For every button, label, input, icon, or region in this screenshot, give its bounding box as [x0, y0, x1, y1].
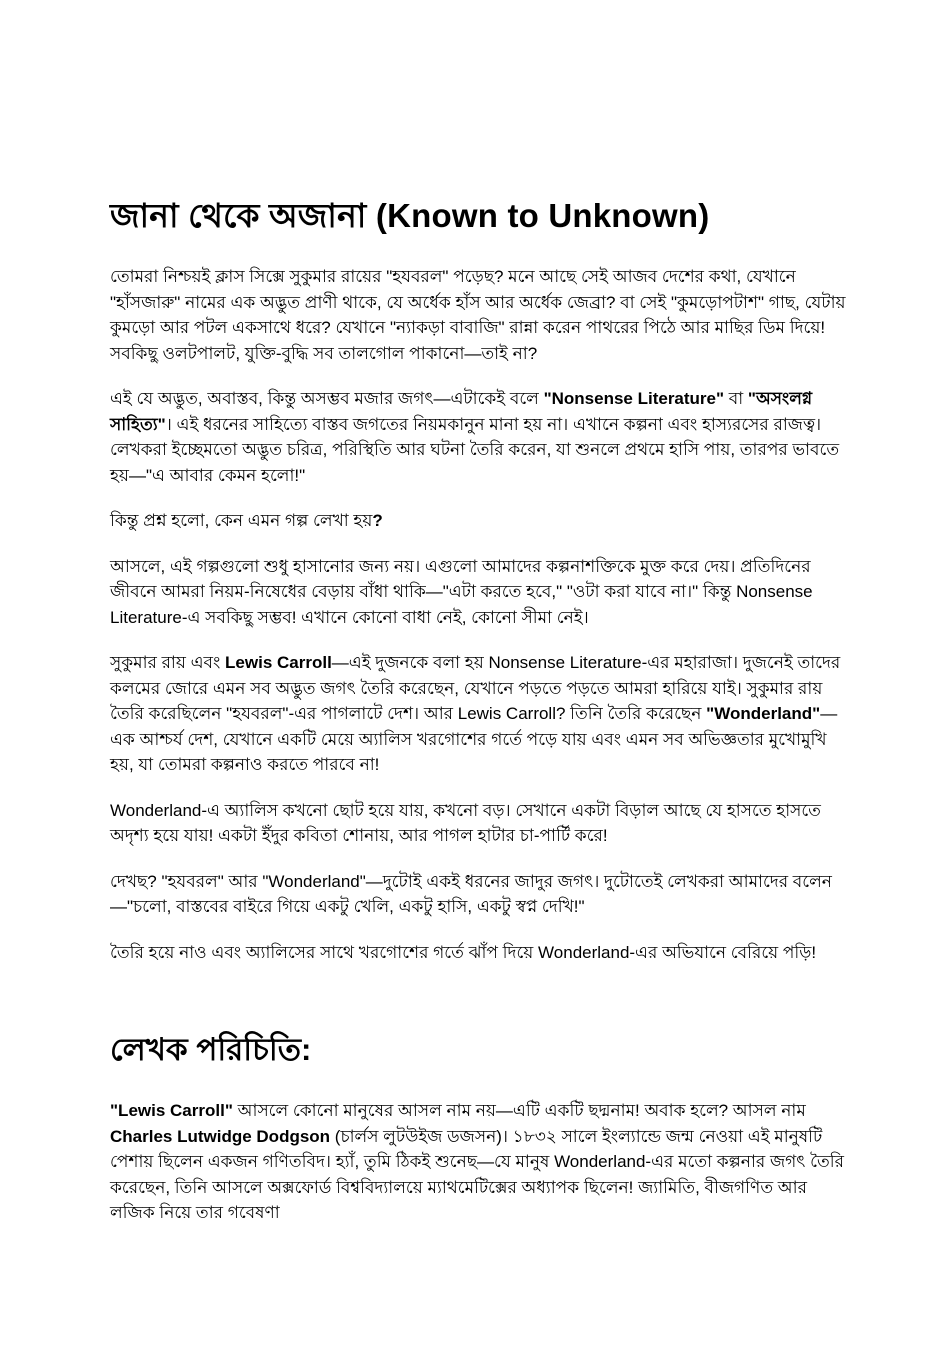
text-run: এই যে অদ্ভুত, অবাস্তব, কিন্তু অসম্ভব মজার জগৎ—এটাকেই বলে — [110, 389, 544, 409]
author-section-heading: লেখক পরিচিতি: — [110, 1032, 312, 1068]
bold-text-run: "অসংলগ্ন সাহিত্য" — [110, 389, 813, 434]
paragraph — [110, 386, 846, 488]
text-run: সুকুমার রায় এবং — [110, 653, 226, 673]
text-run: কিন্তু প্রশ্ন হলো, কেন এমন গল্প লেখা হয় — [110, 511, 373, 531]
text-run: দেখছ? "হযবরল" আর "Wonderland"—দুটোই একই ধরনের জাদুর জগৎ। দুটোতেই লেখকরা আমাদের বলেন—"চলো, বাস্তবের বাইরে গিয়ে একটু খেলি, একটু হাসি, একটু স্বপ্ন দেখি!" — [110, 871, 832, 917]
bold-text-run: "Lewis Carroll" — [110, 1101, 233, 1121]
bold-text-run: ? — [372, 511, 383, 531]
text-run: —এই দুজনকে বলা হয় Nonsense Literature-এর মহারাজা। দুজনেই তাদের কলমের জোরে এমন সব অদ্ভুত জগৎ তৈরি করেছেন, যেখানে পড়তে পড়তে আমরা হারিয়ে যাই। সুকুমার রায় তৈরি করেছিলেন "হযবরল"-এর পাগলাটে দেশ। আর Lewis Carroll? তিনি তৈরি করেছেন — [110, 653, 841, 724]
bold-text-run: Charles Lutwidge Dodgson — [110, 1126, 331, 1146]
document-title: জানা থেকে অজানা (Known to Unknown) — [110, 197, 710, 234]
text-run: তৈরি হয়ে নাও এবং অ্যালিসের সাথে খরগোশের গর্তে ঝাঁপ দিয়ে Wonderland-এর অভিযানে বেরিয়ে পড়ি! — [110, 942, 817, 962]
paragraph — [110, 940, 846, 966]
paragraph — [110, 1098, 846, 1226]
bold-text-run: Lewis Carroll — [225, 653, 332, 673]
paragraph — [110, 264, 846, 366]
text-run: (চার্লস লুটউইজ ডজসন)। ১৮৩২ সালে ইংল্যান্ডে জন্ম নেওয়া এই মানুষটি পেশায় ছিলেন একজন গণিতবিদ। হ্যাঁ, তুমি ঠিকই শুনেছ—যে মানুষ Wonderland-এর মতো কল্পনার জগৎ তৈরি করেছেন, তিনি আসলে অক্সফোর্ড বিশ্ববিদ্যালয়ে ম্যাথমেটিক্সের অধ্যাপক ছিলেন! জ্যামিতি, বীজগণিত আর লজিক নিয়ে তার গবেষণা — [110, 1126, 844, 1223]
paragraph — [110, 554, 846, 631]
paragraph — [110, 798, 846, 849]
paragraph — [110, 650, 846, 778]
text-run: বা — [724, 389, 748, 409]
bold-text-run: "Wonderland" — [706, 704, 821, 724]
paragraph — [110, 508, 846, 534]
text-run: —এক আশ্চর্য দেশ, যেখানে একটি মেয়ে অ্যালিস খরগোশের গর্তে পড়ে যায় এবং এমন সব অভিজ্ঞতার মুখোমুখি হয়, যা তোমরা কল্পনাও করতে পারবে না! — [110, 704, 838, 775]
text-run: তোমরা নিশ্চয়ই ক্লাস সিক্সে সুকুমার রায়ের "হযবরল" পড়েছ? মনে আছে সেই আজব দেশের কথা, যেখানে "হাঁসজারু" নামের এক অদ্ভুত প্রাণী থাকে, যে অর্ধেক হাঁস আর অর্ধেক জেব্রা? বা সেই "কুমড়োপটাশ" গাছ, যেটায় কুমড়ো আর পটল একসাথে ধরে? যেখানে "ন্যাকড়া বাবাজি" রান্না করেন পাথরের পিঠে আর মাছির ডিম দিয়ে! সবকিছু ওলটপালট, যুক্তি-বুদ্ধি সব তালগোল পাকানো—তাই না? — [110, 267, 846, 363]
text-run: । এই ধরনের সাহিত্যে বাস্তব জগতের নিয়মকানুন মানা হয় না। এখানে কল্পনা এবং হাস্যরসের রাজত্ব। লেখকরা ইচ্ছেমতো অদ্ভুত চরিত্র, পরিস্থিতি আর ঘটনা তৈরি করেন, যা শুনলে প্রথমে হাসি পায়, তারপর ভাবতে হয়—"এ আবার কেমন হলো!" — [110, 414, 840, 485]
author-section-body — [110, 1098, 846, 1226]
paragraph — [110, 869, 846, 920]
document-body — [110, 264, 846, 965]
text-run: Wonderland-এ অ্যালিস কখনো ছোট হয়ে যায়, কখনো বড়। সেখানে একটা বিড়াল আছে যে হাসতে হাসতে অদৃশ্য হয়ে যায়! একটা ইঁদুর কবিতা শোনায়, আর পাগল হাটার চা-পার্টি করে! — [110, 800, 821, 846]
text-run: আসলে কোনো মানুষের আসল নাম নয়—এটি একটি ছদ্মনাম! অবাক হলে? আসল নাম — [232, 1101, 806, 1121]
text-run: আসলে, এই গল্পগুলো শুধু হাসানোর জন্য নয়। এগুলো আমাদের কল্পনাশক্তিকে মুক্ত করে দেয়। প্রতিদিনের জীবনে আমরা নিয়ম-নিষেধের বেড়ায় বাঁধা থাকি—"এটা করতে হবে," "ওটা করা যাবে না।" কিন্তু Nonsense Literature-এ সবকিছু সম্ভব! এখানে কোনো বাধা নেই, কোনো সীমা নেই। — [110, 556, 813, 627]
bold-text-run: "Nonsense Literature" — [543, 389, 725, 409]
